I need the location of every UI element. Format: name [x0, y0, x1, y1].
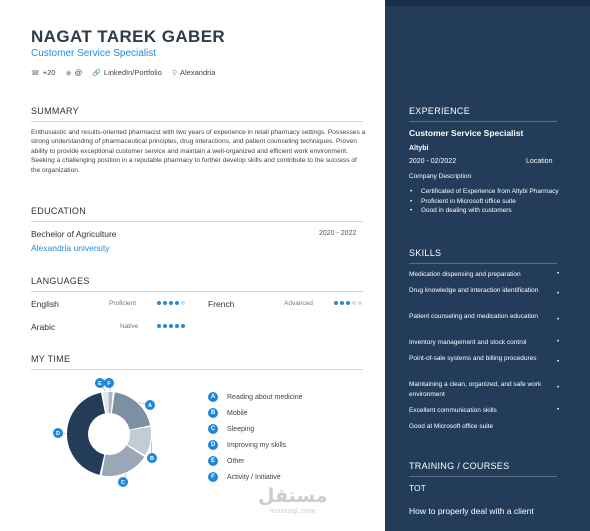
skill-item: Inventory management and stock control — [409, 339, 527, 346]
experience-bullets — [409, 187, 559, 216]
skill-item: Point-of-sale systems and billing procedures — [409, 355, 537, 362]
legend-item — [208, 424, 254, 434]
language-name: English — [31, 299, 59, 309]
training-divider — [409, 476, 557, 477]
experience-bullet: • Good in dealing with customers — [409, 206, 559, 216]
language-name: Arabic — [31, 322, 56, 332]
experience-company: Altybi — [409, 145, 429, 152]
location-text: Alexandria — [180, 68, 216, 77]
language-level: Native — [120, 323, 139, 330]
skills-divider — [409, 263, 557, 264]
language-level-dot — [175, 324, 179, 328]
language-level-dot — [157, 324, 161, 328]
link-icon: 🔗 — [92, 69, 101, 77]
languages-heading: LANGUAGES — [31, 276, 90, 286]
language-level-dot — [169, 301, 173, 305]
watermark — [258, 486, 328, 515]
email-text: @ — [74, 68, 83, 77]
donut-label-letter: D — [56, 431, 60, 437]
my-time-donut-chart — [40, 372, 210, 512]
experience-heading: EXPERIENCE — [409, 106, 471, 116]
legend-label: Activity / Initiative — [227, 473, 281, 481]
legend-badge: E — [208, 456, 218, 466]
contact-phone[interactable] — [31, 68, 55, 77]
skill-item: Drug knowledge and interaction identification — [409, 287, 539, 294]
experience-role: Customer Service Specialist — [409, 128, 524, 138]
language-level-dot — [163, 324, 167, 328]
experience-description: Company Description — [409, 173, 472, 180]
donut-label-letter: B — [150, 456, 154, 462]
legend-item — [208, 408, 248, 418]
language-level-dot — [157, 301, 161, 305]
experience-bullet: • Proficient in Microsoft office suite — [409, 197, 559, 207]
language-dots — [334, 301, 362, 305]
skill-dot-icon: • — [557, 407, 560, 413]
legend-item — [208, 392, 303, 402]
contact-linkedin[interactable] — [92, 68, 162, 77]
language-level: Advanced — [284, 300, 313, 307]
candidate-name: NAGAT TAREK GABER — [31, 27, 226, 46]
skill-item: Patient counseling and medication education — [409, 313, 539, 320]
legend-label: Reading about medicine — [227, 393, 303, 401]
education-heading: EDUCATION — [31, 206, 87, 216]
donut-segment-f — [108, 392, 112, 413]
education-divider — [31, 221, 363, 222]
skill-item: Maintaining a clean, organized, and safe work environment — [409, 381, 542, 398]
legend-badge: D — [208, 440, 218, 450]
language-level-dot — [352, 301, 356, 305]
legend-item — [208, 440, 286, 450]
donut-segment-d — [67, 393, 105, 475]
contact-location — [172, 68, 216, 77]
summary-text: Enthusiastic and results-oriented pharmacist with two years of experience in retail pharmacy settings. Possesses a strong understanding of pharmaceutical principles, drug interactions, and patient counseling techniques. Proven ability to provide exceptional customer service and maintain a well-organized and efficient work environment. Seeking a challenging position in a reputable pharmacy to further develop skills and contribute to the success of the organization. — [31, 129, 366, 174]
language-level-dot — [340, 301, 344, 305]
language-level-dot — [163, 301, 167, 305]
legend-item — [208, 456, 245, 466]
education-degree: Bechelor of Agriculture — [31, 229, 117, 239]
summary-divider — [31, 121, 363, 122]
phone-icon: ☎ — [31, 69, 40, 77]
language-dots — [157, 324, 185, 328]
education-dates: 2020 - 2022 — [319, 230, 357, 237]
donut-segment-a — [112, 392, 150, 429]
language-level-dot — [334, 301, 338, 305]
language-level-dot — [346, 301, 350, 305]
skill-dot-icon: • — [557, 339, 560, 345]
skill-dot-icon: • — [557, 385, 560, 391]
training-item: TOT — [409, 483, 426, 493]
watermark-domain: mostaql.com — [269, 506, 317, 515]
sidebar — [385, 0, 590, 531]
legend-label: Mobile — [227, 409, 248, 417]
experience-location: Location — [526, 158, 553, 165]
donut-label-letter: C — [121, 480, 125, 486]
skill-item: Medication dispensing and preparation — [409, 271, 521, 278]
contact-row — [31, 68, 215, 77]
candidate-role: Customer Service Specialist — [31, 48, 157, 59]
language-level-dot — [181, 301, 185, 305]
linkedin-text: LinkedIn/Portfolio — [103, 68, 162, 77]
legend-badge: F — [208, 472, 218, 482]
legend-badge: C — [208, 424, 218, 434]
experience-dates: 2020 - 02/2022 — [409, 158, 457, 165]
contact-email[interactable] — [65, 68, 82, 77]
watermark-arabic: مستقل — [258, 485, 328, 507]
skill-dot-icon: • — [557, 291, 560, 297]
language-level: Proficient — [109, 300, 137, 307]
training-item: How to properly deal with a client — [409, 506, 534, 516]
legend-badge: A — [208, 392, 218, 402]
experience-bullet: • Certificated of Experience from Altybi Pharmacy — [409, 187, 559, 197]
skill-dot-icon: • — [557, 271, 560, 277]
language-dots — [157, 301, 185, 305]
language-level-dot — [169, 324, 173, 328]
phone-text: +20 — [42, 68, 56, 77]
email-icon: ◉ — [65, 69, 72, 77]
experience-divider — [409, 121, 557, 122]
my-time-heading: MY TIME — [31, 354, 71, 364]
location-pin-icon: ⚲ — [171, 69, 178, 77]
legend-label: Improving my skills — [227, 441, 287, 449]
legend-label: Sleeping — [227, 425, 255, 433]
education-school: Alexandria university — [31, 243, 110, 253]
skills-heading: SKILLS — [409, 248, 442, 258]
training-heading: TRAINING / COURSES — [409, 461, 510, 471]
donut-label-letter: A — [148, 403, 152, 409]
legend-badge: B — [208, 408, 218, 418]
donut-label-letter: E — [98, 381, 102, 387]
skill-dot-icon: • — [557, 317, 560, 323]
sidebar-top-bar — [385, 0, 590, 6]
skill-dot-icon: • — [557, 359, 560, 365]
language-level-dot — [175, 301, 179, 305]
language-level-dot — [181, 324, 185, 328]
language-name: French — [208, 299, 235, 309]
legend-item — [208, 472, 281, 482]
legend-label: Other — [227, 457, 245, 465]
languages-divider — [31, 291, 363, 292]
summary-heading: SUMMARY — [31, 106, 79, 116]
my-time-divider — [31, 369, 363, 370]
skill-item: Excellent communication skills — [409, 407, 497, 414]
language-level-dot — [358, 301, 362, 305]
donut-label-letter: F — [107, 381, 111, 387]
skill-item: Good at Microsoft office suite — [409, 423, 494, 430]
